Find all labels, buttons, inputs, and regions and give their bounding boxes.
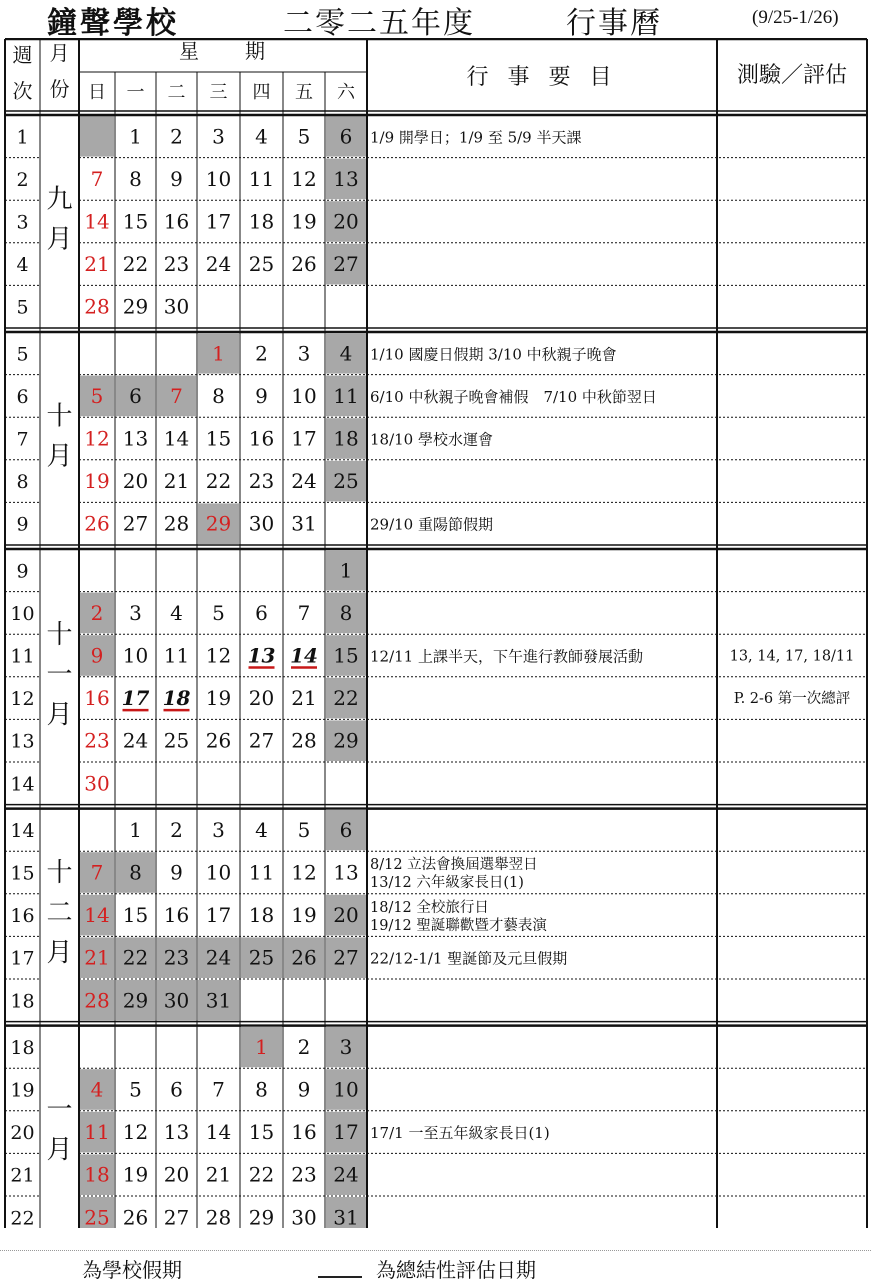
calendar-day: 15 xyxy=(333,643,359,668)
calendar-day: 16 xyxy=(163,209,190,234)
calendar-day: 30 xyxy=(291,1205,317,1228)
calendar-day: 20 xyxy=(163,1162,190,1187)
calendar-day: 3 xyxy=(212,817,225,842)
calendar-day: 25 xyxy=(333,469,359,494)
calendar-day: 12 xyxy=(84,426,110,451)
event-text: 18/12 全校旅行日 xyxy=(370,899,489,916)
calendar-day: 4 xyxy=(170,600,183,625)
calendar-day: 4 xyxy=(90,1077,104,1102)
calendar-day: 21 xyxy=(163,469,190,494)
calendar-day: 3 xyxy=(129,600,142,625)
calendar-day: 12 xyxy=(122,1120,149,1145)
calendar-day: 29 xyxy=(122,294,149,319)
calendar-day: 20 xyxy=(122,469,149,494)
calendar-day: 9 xyxy=(170,860,183,885)
calendar-day: 31 xyxy=(333,1205,359,1228)
month-label: 月 xyxy=(46,441,73,472)
calendar-day: 14 xyxy=(84,209,110,234)
calendar-day: 30 xyxy=(163,988,190,1013)
calendar-day: 24 xyxy=(205,945,232,970)
week-number: 16 xyxy=(10,905,35,928)
event-text: 13/12 六年級家長日(1) xyxy=(370,875,524,892)
calendar-day: 23 xyxy=(248,469,275,494)
week-number: 6 xyxy=(16,385,29,408)
calendar-day: 19 xyxy=(205,686,232,711)
calendar-day: 22 xyxy=(248,1162,275,1187)
month-label: 一 xyxy=(46,659,73,690)
weekday-header: 一 xyxy=(126,82,145,103)
calendar-day: 7 xyxy=(170,383,183,408)
calendar-day: 23 xyxy=(163,945,190,970)
week-number: 12 xyxy=(10,688,35,711)
calendar-day: 7 xyxy=(297,600,311,625)
calendar-day: 20 xyxy=(333,903,359,928)
calendar-day: 10 xyxy=(122,643,149,668)
calendar-day: 5 xyxy=(212,600,225,625)
week-number: 18 xyxy=(10,990,35,1013)
assessment-text: 13, 14, 17, 18/11 xyxy=(729,648,855,665)
calendar-day: 27 xyxy=(248,728,275,753)
calendar-day: 16 xyxy=(163,903,190,928)
event-text: 1/10 國慶日假期 3/10 中秋親子晚會 xyxy=(370,345,617,364)
month-header: 月 xyxy=(49,41,70,65)
calendar-day: 27 xyxy=(333,945,359,970)
month-label: 月 xyxy=(46,699,73,730)
calendar-day: 30 xyxy=(163,294,190,319)
calendar-day: 8 xyxy=(129,166,142,191)
legend-assessment-label: 為總結性評估日期 xyxy=(376,1258,536,1282)
week-number: 21 xyxy=(10,1164,35,1187)
calendar-day: 9 xyxy=(255,383,268,408)
weekday-header: 三 xyxy=(209,82,228,103)
calendar-day: 20 xyxy=(333,209,359,234)
calendar-day: 24 xyxy=(122,728,149,753)
calendar-day: 7 xyxy=(90,166,104,191)
calendar-day: 27 xyxy=(122,511,149,536)
calendar-day: 6 xyxy=(255,600,268,625)
week-number: 10 xyxy=(10,602,35,625)
calendar-day: 14 xyxy=(84,903,110,928)
calendar-day: 21 xyxy=(84,945,110,970)
month-label: 一 xyxy=(46,1095,73,1126)
month-label: 月 xyxy=(46,1135,73,1166)
calendar-day: 8 xyxy=(255,1077,268,1102)
event-text: 12/11 上課半天，下午進行教師發展活動 xyxy=(370,647,643,666)
calendar-day: 10 xyxy=(205,166,232,191)
calendar-day: 15 xyxy=(122,903,149,928)
calendar-day: 15 xyxy=(248,1120,275,1145)
month-header: 份 xyxy=(49,77,70,101)
week-number: 9 xyxy=(16,513,29,536)
calendar-day: 22 xyxy=(333,686,359,711)
calendar-day: 3 xyxy=(212,124,225,149)
month-label: 十 xyxy=(46,858,73,889)
calendar-day: 3 xyxy=(297,341,311,366)
weekday-group-header: 星 期 xyxy=(179,39,267,63)
title-bar xyxy=(0,0,871,41)
calendar-day: 13 xyxy=(163,1120,190,1145)
footer-divider xyxy=(0,1250,871,1251)
week-number: 14 xyxy=(10,819,35,842)
weekday-header: 二 xyxy=(167,82,186,103)
week-number: 14 xyxy=(10,773,35,796)
week-number: 7 xyxy=(16,428,29,451)
calendar-day: 26 xyxy=(291,945,317,970)
week-number: 22 xyxy=(10,1207,35,1228)
week-number: 3 xyxy=(16,211,29,234)
month-label: 十 xyxy=(46,619,73,650)
calendar-day: 29 xyxy=(122,988,149,1013)
calendar-day: 11 xyxy=(84,1120,110,1145)
calendar-day: 27 xyxy=(163,1205,190,1228)
legend xyxy=(0,1240,871,1280)
assessment-text: P. 2-6 第一次總評 xyxy=(733,691,851,708)
calendar-day: 28 xyxy=(84,294,110,319)
calendar-day: 22 xyxy=(205,469,232,494)
calendar-day: 14 xyxy=(205,1120,232,1145)
calendar-day: 28 xyxy=(291,728,317,753)
calendar-day: 7 xyxy=(90,860,104,885)
calendar-day: 23 xyxy=(163,252,190,277)
week-number: 17 xyxy=(10,947,35,970)
calendar-day: 23 xyxy=(84,728,110,753)
calendar-day: 29 xyxy=(205,511,232,536)
week-number: 11 xyxy=(10,645,35,668)
calendar-day: 19 xyxy=(291,903,317,928)
event-text: 29/10 重陽節假期 xyxy=(370,515,493,534)
calendar-day: 26 xyxy=(205,728,232,753)
week-header: 週 xyxy=(12,43,33,67)
calendar-day: 19 xyxy=(84,469,110,494)
calendar-day: 1 xyxy=(255,1034,268,1059)
calendar-day: 25 xyxy=(84,1205,110,1228)
calendar-day: 19 xyxy=(122,1162,149,1187)
calendar-day: 26 xyxy=(84,511,110,536)
calendar-day: 4 xyxy=(255,124,268,149)
calendar-day: 15 xyxy=(122,209,149,234)
legend-assessment-swatch xyxy=(318,1276,362,1278)
calendar-day: 23 xyxy=(291,1162,317,1187)
calendar-day: 2 xyxy=(297,1034,311,1059)
calendar-day: 1 xyxy=(129,124,142,149)
week-number: 19 xyxy=(10,1079,35,1102)
week-number: 2 xyxy=(16,168,29,191)
calendar-day: 24 xyxy=(291,469,317,494)
calendar-day: 28 xyxy=(205,1205,232,1228)
calendar-day: 30 xyxy=(248,511,275,536)
weekday-header: 四 xyxy=(252,82,271,103)
calendar-day: 24 xyxy=(205,252,232,277)
calendar-day: 10 xyxy=(205,860,232,885)
weekday-header: 六 xyxy=(337,82,355,103)
week-number: 5 xyxy=(16,343,29,366)
calendar-day: 6 xyxy=(129,383,142,408)
assessment-day: 18 xyxy=(162,686,191,711)
events-header: 行 事 要 目 xyxy=(466,65,618,90)
event-text: 8/12 立法會換屆選舉翌日 xyxy=(370,857,538,874)
calendar-day: 18 xyxy=(248,903,275,928)
calendar-day: 8 xyxy=(212,383,225,408)
week-number: 5 xyxy=(16,296,29,319)
calendar-day: 28 xyxy=(163,511,190,536)
calendar-day: 3 xyxy=(339,1034,353,1059)
week-number: 13 xyxy=(10,730,35,753)
assessment-day: 17 xyxy=(121,686,150,711)
calendar-day: 5 xyxy=(129,1077,142,1102)
calendar-day: 9 xyxy=(170,166,183,191)
calendar-day: 29 xyxy=(248,1205,275,1228)
calendar-day: 2 xyxy=(170,817,183,842)
calendar-day: 17 xyxy=(205,903,232,928)
calendar-day: 12 xyxy=(291,860,317,885)
calendar-day: 5 xyxy=(90,383,104,408)
calendar-day: 12 xyxy=(291,166,317,191)
calendar-day: 7 xyxy=(212,1077,225,1102)
calendar-day: 13 xyxy=(122,426,149,451)
calendar-day: 21 xyxy=(84,252,110,277)
calendar-day: 2 xyxy=(255,341,268,366)
calendar-day: 31 xyxy=(205,988,232,1013)
assessment-day: 14 xyxy=(290,643,318,668)
calendar-day: 20 xyxy=(248,686,275,711)
calendar-day: 17 xyxy=(205,209,232,234)
calendar-day: 1 xyxy=(339,558,353,583)
calendar-day: 11 xyxy=(248,166,275,191)
calendar-day: 10 xyxy=(291,383,317,408)
legend-holiday-label: 為學校假期 xyxy=(82,1258,182,1282)
month-label: 九 xyxy=(46,184,73,215)
event-text: 1/9 開學日；1/9 至 5/9 半天課 xyxy=(370,128,582,147)
calendar-day: 18 xyxy=(333,426,359,451)
calendar-day: 14 xyxy=(163,426,190,451)
calendar-day: 31 xyxy=(291,511,317,536)
school-year: 二零二五年度 xyxy=(283,6,475,41)
calendar-day: 10 xyxy=(333,1077,359,1102)
calendar-day: 21 xyxy=(205,1162,232,1187)
calendar-day: 6 xyxy=(339,817,353,842)
calendar-day: 22 xyxy=(122,252,149,277)
week-number: 15 xyxy=(10,862,35,885)
holiday-cell xyxy=(80,116,114,157)
calendar-day: 16 xyxy=(291,1120,317,1145)
weekday-header: 日 xyxy=(88,82,106,103)
week-number: 9 xyxy=(16,560,29,583)
calendar-day: 6 xyxy=(339,124,353,149)
calendar-day: 6 xyxy=(170,1077,183,1102)
calendar-day: 18 xyxy=(248,209,275,234)
weekday-header: 五 xyxy=(295,82,313,103)
calendar-day: 11 xyxy=(248,860,275,885)
calendar-day: 21 xyxy=(291,686,317,711)
calendar-day: 1 xyxy=(129,817,142,842)
calendar-day: 16 xyxy=(84,686,110,711)
calendar-day: 17 xyxy=(291,426,317,451)
calendar-day: 25 xyxy=(248,945,275,970)
month-label: 月 xyxy=(46,224,73,255)
school-calendar-table xyxy=(0,38,871,1228)
calendar-day: 29 xyxy=(333,728,359,753)
calendar-title: 行事曆 xyxy=(566,6,662,41)
calendar-day: 9 xyxy=(90,643,104,668)
event-text: 18/10 學校水運會 xyxy=(370,430,493,449)
calendar-day: 4 xyxy=(255,817,268,842)
calendar-day: 5 xyxy=(297,817,311,842)
calendar-day: 19 xyxy=(291,209,317,234)
calendar-day: 25 xyxy=(248,252,275,277)
month-label: 二 xyxy=(46,898,73,929)
calendar-day: 13 xyxy=(333,166,359,191)
week-number: 1 xyxy=(16,126,29,149)
calendar-day: 25 xyxy=(163,728,190,753)
calendar-day: 26 xyxy=(291,252,317,277)
calendar-day: 28 xyxy=(84,988,110,1013)
event-text: 6/10 中秋親子晚會補假 7/10 中秋節翌日 xyxy=(370,387,657,406)
calendar-day: 11 xyxy=(163,643,190,668)
assessment-day: 13 xyxy=(247,643,276,668)
event-text: 19/12 聖誕聯歡暨才藝表演 xyxy=(370,917,547,934)
assessment-header: 測驗／評估 xyxy=(736,63,848,88)
event-text: 22/12-1/1 聖誕節及元旦假期 xyxy=(370,949,568,968)
calendar-day: 4 xyxy=(339,341,353,366)
event-text: 17/1 一至五年級家長日(1) xyxy=(370,1124,550,1143)
calendar-day: 13 xyxy=(333,860,359,885)
calendar-day: 2 xyxy=(90,600,104,625)
date-range: (9/25-1/26) xyxy=(752,7,839,28)
week-number: 8 xyxy=(16,471,29,494)
week-number: 20 xyxy=(10,1122,35,1145)
month-label: 月 xyxy=(46,938,73,969)
week-number: 4 xyxy=(16,254,29,277)
calendar-day: 11 xyxy=(333,383,359,408)
calendar-day: 12 xyxy=(205,643,232,668)
calendar-day: 1 xyxy=(212,341,225,366)
calendar-day: 5 xyxy=(297,124,311,149)
calendar-day: 2 xyxy=(170,124,183,149)
month-label: 十 xyxy=(46,401,73,432)
calendar-day: 27 xyxy=(333,252,359,277)
calendar-day: 24 xyxy=(333,1162,359,1187)
calendar-day: 8 xyxy=(339,600,353,625)
week-number: 18 xyxy=(10,1036,35,1059)
week-header: 次 xyxy=(12,79,33,103)
calendar-day: 26 xyxy=(122,1205,149,1228)
calendar-day: 15 xyxy=(205,426,232,451)
calendar-day: 22 xyxy=(122,945,149,970)
calendar-day: 9 xyxy=(297,1077,311,1102)
calendar-day: 8 xyxy=(129,860,142,885)
calendar-day: 17 xyxy=(333,1120,359,1145)
calendar-day: 18 xyxy=(84,1162,110,1187)
school-name: 鐘聲學校 xyxy=(47,6,179,41)
calendar-day: 16 xyxy=(248,426,275,451)
calendar-day: 30 xyxy=(84,771,110,796)
